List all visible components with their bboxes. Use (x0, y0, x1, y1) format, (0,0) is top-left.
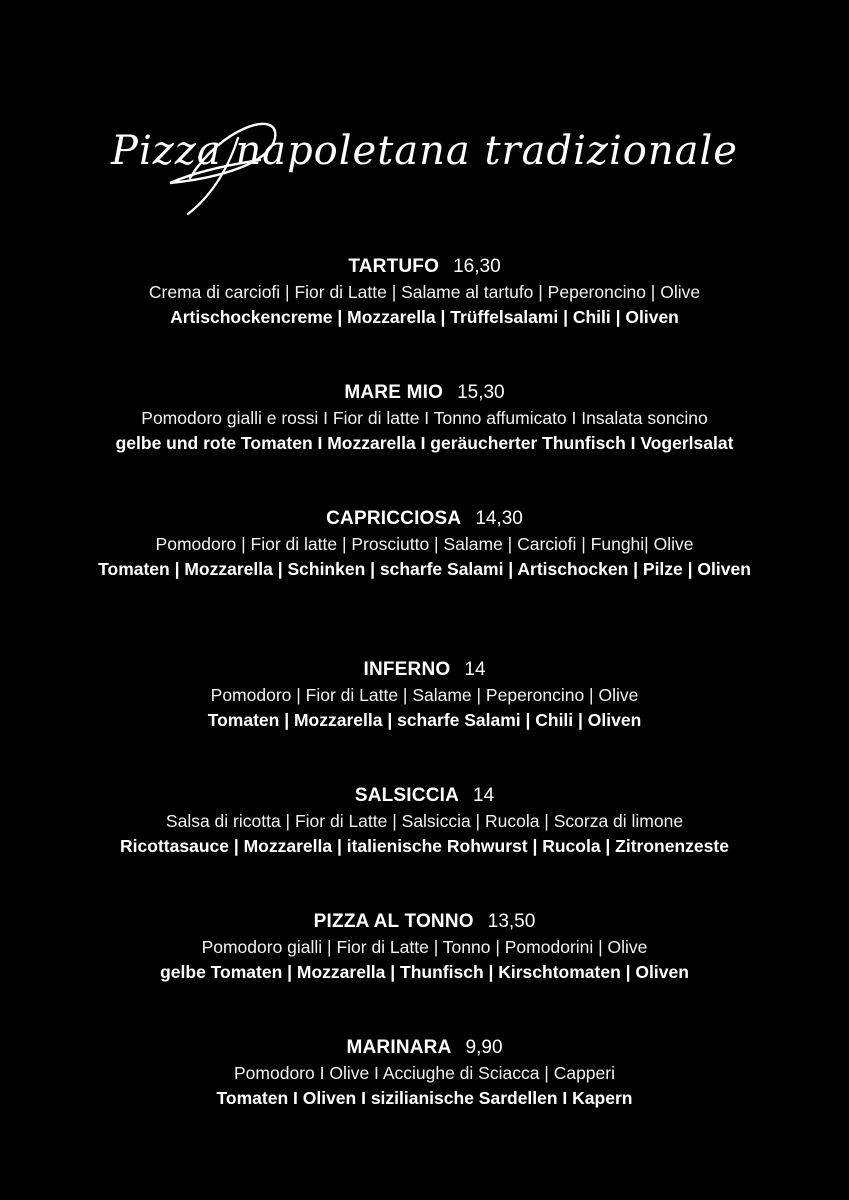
menu-item-header (0, 657, 849, 683)
menu-item-italian: Pomodoro gialli | Fior di Latte | Tonno | Pomodorini | Olive (201, 937, 648, 957)
menu-item-name: MARE MIO (344, 382, 444, 403)
menu-item-italian: Salsa di ricotta | Fior di Latte | Salsiccia | Rucola | Scorza di limone (165, 811, 684, 831)
menu-item-italian: Crema di carciofi | Fior di Latte | Salame al tartufo | Peperoncino | Olive (148, 282, 701, 302)
menu-item-german: Artischockencreme | Mozzarella | Trüffelsalami | Chili | Oliven (170, 307, 679, 327)
menu-item-price: 14,30 (475, 508, 523, 529)
menu-item-name: SALSICCIA (354, 785, 460, 806)
menu-item-price: 15,30 (457, 382, 505, 403)
menu-item-name: PIZZA AL TONNO (313, 911, 474, 932)
menu-item-german: gelbe und rote Tomaten I Mozzarella I geräucherter Thunfisch I Vogerlsalat (115, 433, 734, 453)
menu-item-price: 16,30 (453, 256, 501, 277)
menu-item-name: TARTUFO (348, 256, 440, 277)
menu-item-price: 9,90 (465, 1037, 503, 1058)
menu-item-italian: Pomodoro | Fior di latte | Prosciutto | Salame | Carciofi | Funghi| Olive (155, 534, 694, 554)
menu-item-header (0, 380, 849, 406)
menu-item-italian: Pomodoro gialli e rossi I Fior di latte I Tonno affumicato I Insalata soncino (141, 408, 708, 428)
menu-item-header (0, 909, 849, 935)
menu-item-header (0, 506, 849, 532)
menu-item-header (0, 1035, 849, 1061)
menu-item-price: 14 (464, 659, 486, 680)
page-title: Pizza napoletana tradizionale (111, 128, 738, 174)
menu-item-mare-mio (0, 380, 849, 456)
menu-item-name: INFERNO (363, 659, 451, 680)
menu-item-header (0, 783, 849, 809)
menu-item-marinara (0, 1035, 849, 1111)
menu-item-german: gelbe Tomaten | Mozzarella | Thunfisch | Kirschtomaten | Oliven (160, 962, 689, 982)
menu-item-price: 13,50 (487, 911, 536, 932)
menu-item-italian: Pomodoro I Olive I Acciughe di Sciacca | Capperi (234, 1063, 615, 1083)
menu-item-header (0, 254, 849, 280)
menu-item-price: 14 (473, 785, 495, 806)
menu-item-name: CAPRICCIOSA (326, 508, 462, 529)
menu-item-pizza-al-tonno (0, 909, 849, 985)
menu-item-inferno (0, 657, 849, 733)
menu-item-capricciosa (0, 506, 849, 582)
menu-item-name: MARINARA (346, 1037, 452, 1058)
menu-item-german: Tomaten | Mozzarella | scharfe Salami | Chili | Oliven (207, 710, 642, 730)
menu-item-italian: Pomodoro | Fior di Latte | Salame | Peperoncino | Olive (210, 685, 639, 705)
menu-item-tartufo (0, 254, 849, 330)
menu-item-german: Ricottasauce | Mozzarella | italienische Rohwurst | Rucola | Zitronenzeste (120, 836, 729, 856)
menu-item-german: Tomaten I Oliven I sizilianische Sardellen I Kapern (216, 1088, 633, 1108)
menu-item-salsiccia (0, 783, 849, 859)
menu-item-german: Tomaten | Mozzarella | Schinken | scharfe Salami | Artischocken | Pilze | Oliven (98, 559, 751, 579)
